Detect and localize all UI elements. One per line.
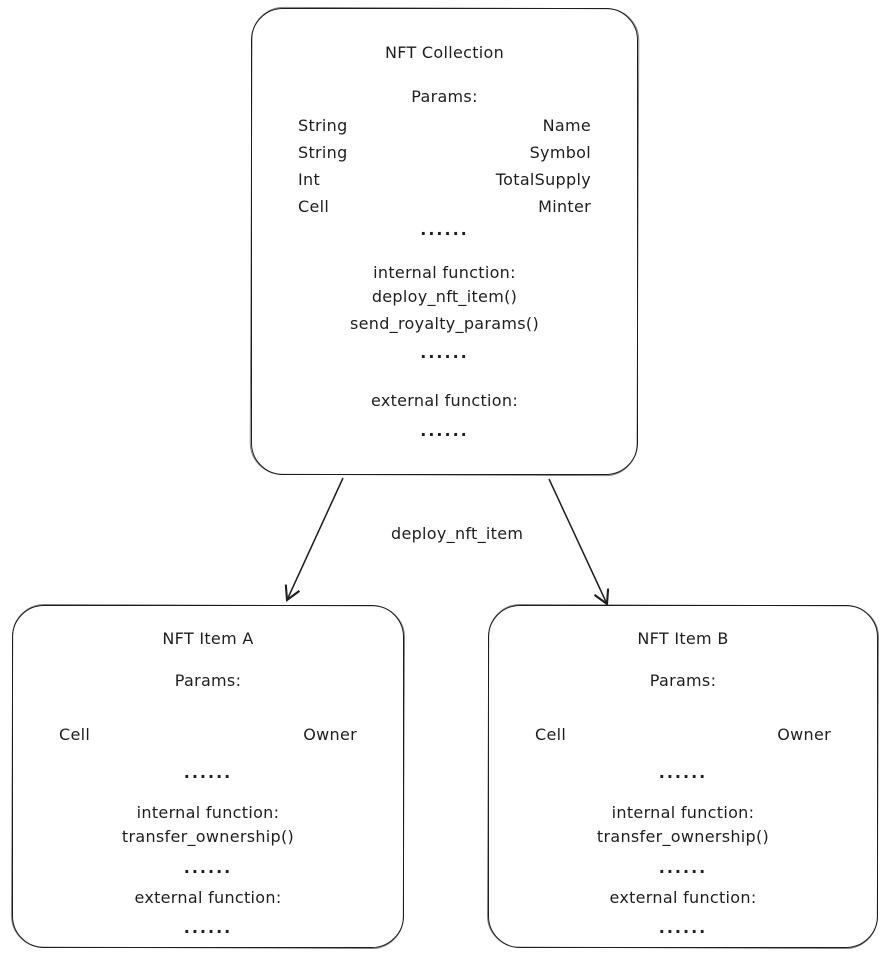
- ellipsis: ......: [183, 918, 233, 937]
- param-type: Int: [298, 170, 321, 189]
- function-name: transfer_ownership(): [596, 827, 770, 846]
- box-title: NFT Item B: [637, 629, 729, 648]
- param-name: Minter: [538, 197, 591, 216]
- internal-function-label: internal function:: [136, 803, 280, 822]
- function-name: send_royalty_params(): [349, 314, 539, 333]
- external-function-label: external function:: [370, 391, 519, 410]
- param-type: Cell: [298, 197, 330, 216]
- nft-item-a-box: [12, 605, 404, 948]
- param-row: [489, 721, 877, 748]
- param-name: Owner: [303, 725, 357, 744]
- param-type: Cell: [535, 725, 567, 744]
- param-name: TotalSupply: [495, 170, 591, 189]
- param-row: [252, 193, 637, 220]
- function-name: transfer_ownership(): [121, 827, 295, 846]
- ellipsis: ......: [658, 858, 708, 877]
- edge-label-deploy-nft-item: deploy_nft_item: [391, 524, 524, 543]
- nft-item-b-box: [488, 605, 878, 948]
- ellipsis: ......: [420, 343, 469, 362]
- param-row: [13, 721, 403, 748]
- internal-function-label: internal function:: [373, 263, 516, 282]
- nft-collection-box: [251, 8, 638, 475]
- param-row: [252, 166, 637, 193]
- external-function-label: external function:: [134, 888, 282, 907]
- param-row: [252, 112, 637, 139]
- params-label: Params:: [174, 671, 242, 690]
- deploy-arrow-left: [287, 478, 343, 600]
- function-name: deploy_nft_item(): [371, 287, 518, 306]
- param-name: Name: [542, 116, 591, 135]
- ellipsis: ......: [658, 918, 708, 937]
- param-row: [252, 139, 637, 166]
- internal-function-label: internal function:: [611, 803, 755, 822]
- param-type: Cell: [59, 725, 91, 744]
- param-name: Symbol: [529, 143, 591, 162]
- ellipsis: ......: [420, 220, 469, 239]
- param-type: String: [298, 116, 348, 135]
- ellipsis: ......: [183, 763, 233, 782]
- deploy-arrow-right: [549, 479, 607, 604]
- external-function-label: external function:: [609, 888, 757, 907]
- params-label: Params:: [649, 671, 717, 690]
- ellipsis: ......: [658, 763, 708, 782]
- ellipsis: ......: [420, 421, 469, 440]
- param-name: Owner: [777, 725, 831, 744]
- ellipsis: ......: [183, 858, 233, 877]
- params-label: Params:: [411, 87, 478, 106]
- box-title: NFT Collection: [384, 43, 505, 62]
- param-type: String: [298, 143, 348, 162]
- box-title: NFT Item A: [162, 629, 254, 648]
